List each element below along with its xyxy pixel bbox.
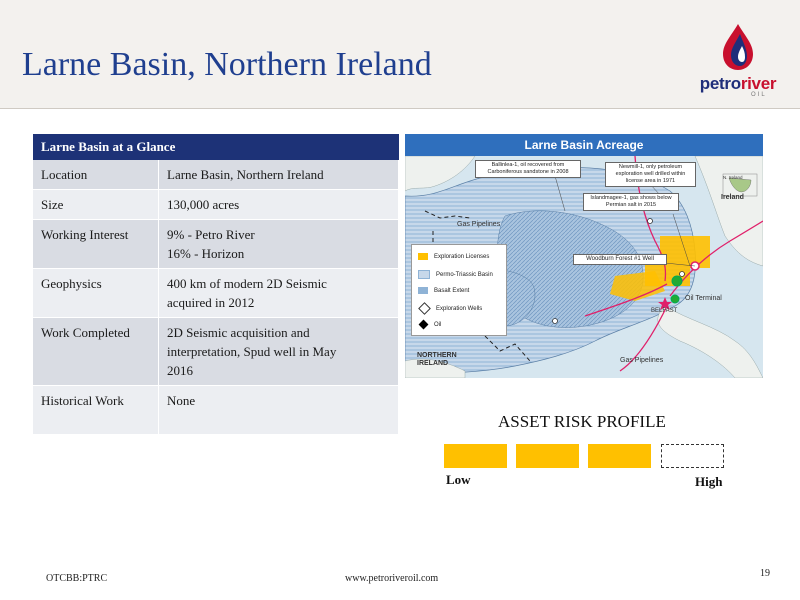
risk-profile-title: ASSET RISK PROFILE: [498, 412, 666, 431]
label-ireland: Ireland: [721, 194, 744, 201]
callout-newmill: Newmill-1, only petroleum exploration well drilled within license area in 1971: [605, 162, 696, 187]
row-value: [159, 269, 399, 318]
glance-table: [33, 134, 399, 435]
label-oil-terminal: Oil Terminal: [685, 295, 722, 302]
table-row: [33, 220, 399, 269]
table-row: [33, 190, 399, 220]
risk-segment-filled: [588, 444, 651, 468]
row-value-line: 130,000 acres: [167, 197, 240, 212]
legend-label: Exploration Licenses: [434, 254, 490, 261]
table-row: [33, 386, 399, 435]
flame-drop-logo-icon: [693, 22, 783, 72]
row-value-line: 9% - Petro River: [167, 227, 255, 242]
legend-item: [418, 270, 493, 279]
legend-label: Exploration Wells: [436, 306, 483, 313]
risk-segment-empty: [661, 444, 724, 468]
row-value-line: 2D Seismic acquisition and: [167, 325, 310, 340]
logo-wordmark-part2: river: [740, 74, 777, 93]
legend-item: [418, 253, 489, 260]
company-logo: [693, 22, 783, 102]
risk-high-label: High: [695, 474, 723, 489]
callout-woodburn: Woodburn Forest #1 Well: [573, 254, 667, 265]
footer-website: www.petroriveroil.com: [345, 573, 439, 584]
row-value-line: interpretation, Spud well in May: [167, 344, 337, 359]
row-value-line: acquired in 2012: [167, 295, 255, 310]
row-key: Working Interest: [33, 220, 159, 269]
row-value: [159, 318, 399, 386]
well-diamond-icon: [418, 302, 431, 315]
row-value: [159, 190, 399, 220]
legend-swatch: [418, 287, 428, 294]
label-gas-pipelines-top: Gas Pipelines: [457, 221, 501, 228]
row-value-line: 2016: [167, 363, 193, 378]
row-value-line: 16% - Horizon: [167, 246, 245, 261]
label-n-ireland: N. Ireland: [723, 175, 743, 180]
logo-wordmark-part1: petro: [699, 74, 741, 93]
label-northern-ireland: NORTHERN IRELAND: [417, 352, 457, 367]
table-row: [33, 160, 399, 190]
legend-item: [418, 287, 469, 294]
page-number: 19: [760, 568, 770, 579]
risk-low-label: Low: [446, 472, 471, 487]
label-gas-pipelines-bottom: Gas Pipelines: [620, 357, 664, 364]
legend-label: Basalt Extent: [434, 288, 470, 295]
larne-basin-map: [405, 156, 763, 378]
row-value: [159, 386, 399, 435]
map-title: Larne Basin Acreage: [405, 134, 763, 156]
callout-ballinlea: Ballinlea-1, oil recovered from Carboniferous sandstone in 2008: [475, 160, 581, 178]
table-row: [33, 269, 399, 318]
callout-islandmagee: Islandmagee-1, gas shows below Permian salt in 2015: [583, 193, 679, 211]
row-value-line: 400 km of modern 2D Seismic: [167, 276, 327, 291]
footer-ticker: OTCBB:PTRC: [46, 573, 108, 584]
logo-subtext: OIL: [751, 92, 767, 98]
legend-label: Permo-Triassic Basin: [436, 272, 493, 279]
legend-item: [418, 304, 482, 313]
header-band: [0, 0, 800, 109]
risk-segment-filled: [444, 444, 507, 468]
legend-swatch: [418, 270, 430, 279]
page-title: Larne Basin, Northern Ireland: [22, 46, 432, 83]
row-value-line: Larne Basin, Northern Ireland: [167, 167, 324, 182]
row-key: Historical Work: [33, 386, 159, 435]
oil-diamond-icon: [419, 320, 429, 330]
legend-swatch: [418, 253, 428, 260]
legend-item: [418, 321, 441, 328]
row-value-line: None: [167, 393, 196, 408]
row-key: Size: [33, 190, 159, 220]
map-legend: [411, 244, 507, 336]
legend-label: Oil: [434, 322, 442, 329]
row-value: [159, 220, 399, 269]
logo-wordmark: [693, 74, 783, 94]
label-belfast: BELFAST: [651, 308, 678, 314]
row-key: Work Completed: [33, 318, 159, 386]
risk-segment-filled: [516, 444, 579, 468]
table-row: [33, 318, 399, 386]
row-key: Location: [33, 160, 159, 190]
row-key: Geophysics: [33, 269, 159, 318]
row-value: [159, 160, 399, 190]
glance-table-heading: Larne Basin at a Glance: [33, 134, 399, 160]
